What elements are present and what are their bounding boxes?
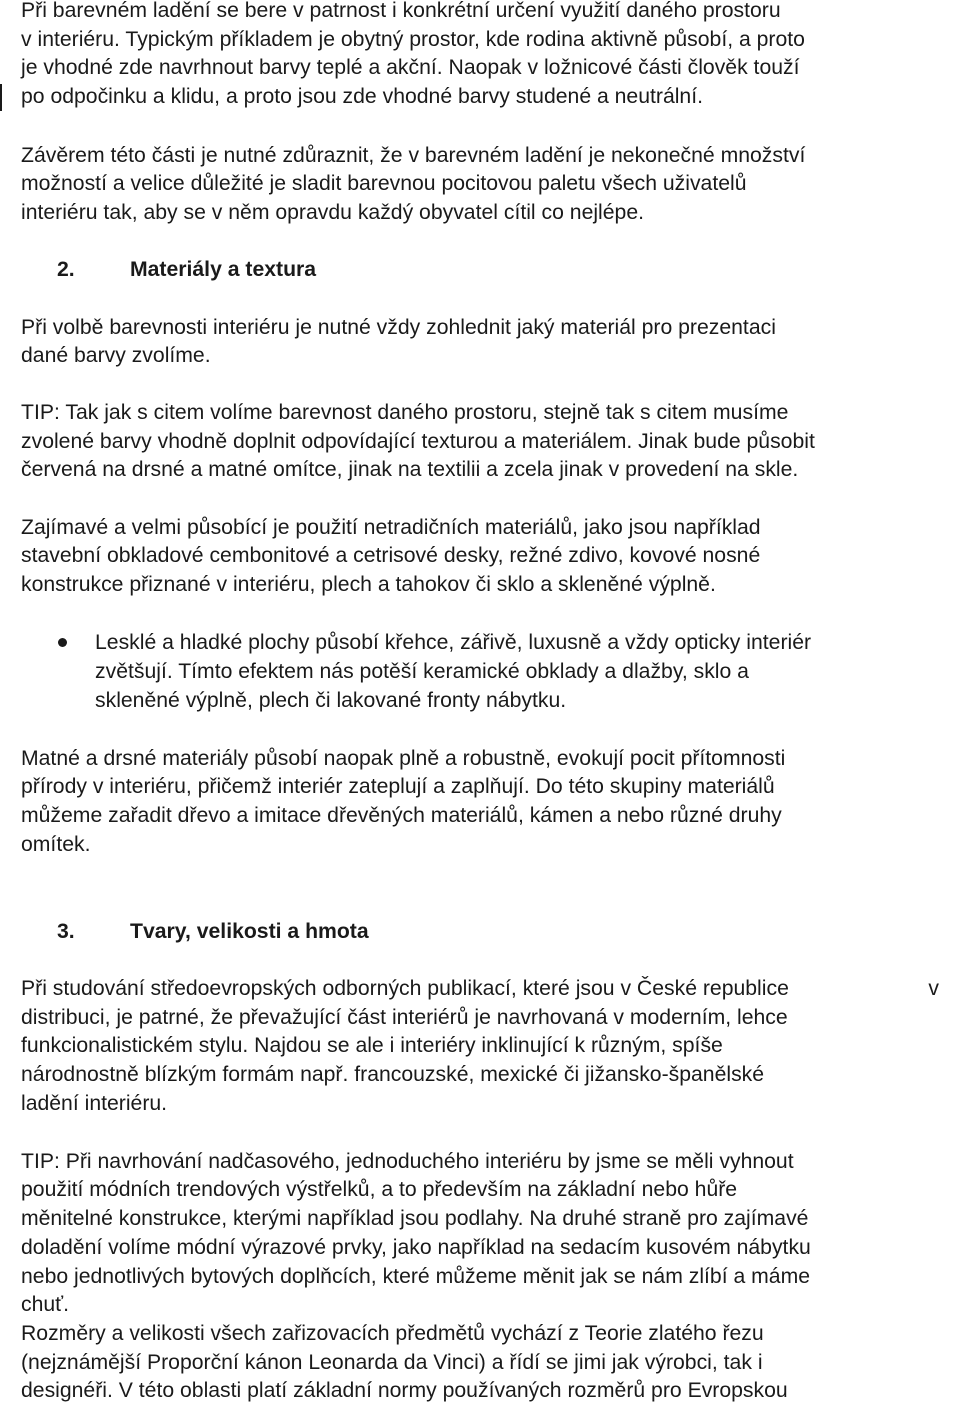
text-line: měnitelné konstrukce, kterými například jsou podlahy. Na druhé straně pro zajímavé — [21, 1207, 809, 1230]
text-line: možností a velice důležité je sladit barevnou pocitovou paletu všech uživatelů — [21, 172, 747, 195]
text-line: dané barvy zvolíme. — [21, 344, 211, 367]
revision-change-bar — [0, 84, 2, 111]
text-line: chuť. — [21, 1293, 69, 1316]
text-line: zvětšují. Tímto efektem nás potěší keramické obklady a dlažby, sklo a — [95, 660, 749, 683]
text-line: v interiéru. Typickým příkladem je obytný prostor, kde rodina aktivně působí, a proto — [21, 28, 805, 51]
text-line: Závěrem této části je nutné zdůraznit, že v barevném ladění je nekonečné množství — [21, 144, 806, 167]
text-line: omítek. — [21, 833, 91, 856]
text-line: TIP: Tak jak s citem volíme barevnost daného prostoru, stejně tak s citem musíme — [21, 401, 789, 424]
text-line: konstrukce přiznané v interiéru, plech a tahokov či sklo a skleněné výplně. — [21, 573, 716, 596]
section-number: 3. — [57, 920, 75, 943]
text-line: Lesklé a hladké plochy působí křehce, zářivě, luxusně a vždy opticky interiér — [95, 631, 812, 654]
text-line: můžeme zařadit dřevo a imitace dřevěných materiálů, kámen a nebo různé druhy — [21, 804, 782, 827]
text-segment: Při studování středoevropských odborných publikací, které jsou v České republice — [21, 977, 789, 1000]
text-line: ladění interiéru. — [21, 1092, 168, 1115]
section-title: Tvary, velikosti a hmota — [130, 920, 369, 943]
text-line: doladění volíme módní výrazové prvky, jako například na sedacím kusovém nábytku — [21, 1236, 811, 1259]
text-line — [21, 974, 939, 1003]
text-line: národnostně blízkým formám např. francouzské, mexické či jižansko-španělské — [21, 1063, 765, 1086]
text-line: přírody v interiéru, přičemž interiér zateplují a zaplňují. Do této skupiny materiálů — [21, 775, 775, 798]
text-line: červená na drsné a matné omítce, jinak na textilii a zcela jinak v provedení na skle. — [21, 458, 799, 481]
text-line: po odpočinku a klidu, a proto jsou zde vhodné barvy studené a neutrální. — [21, 85, 703, 108]
bullet-icon — [58, 638, 67, 647]
text-line: Při volbě barevnosti interiéru je nutné vždy zohlednit jaký materiál pro prezentaci — [21, 316, 776, 339]
text-line: skleněné výplně, plech či lakované fronty nábytku. — [95, 689, 567, 712]
text-line: (nejznámější Proporční kánon Leonarda da Vinci) a řídí se jimi jak výrobci, tak i — [21, 1351, 763, 1374]
text-line: Rozměry a velikosti všech zařizovacích předmětů vychází z Teorie zlatého řezu — [21, 1322, 764, 1345]
text-line: je vhodné zde navrhnout barvy teplé a akční. Naopak v ložnicové části člověk touží — [21, 56, 800, 79]
text-line: nebo jednotlivých bytových doplňcích, které můžeme měnit jak se nám zlíbí a máme — [21, 1265, 811, 1288]
text-line: Zajímavé a velmi působící je použití netradičních materiálů, jako jsou například — [21, 516, 761, 539]
text-line: designéři. V této oblasti platí základní normy používaných rozměrů pro Evropskou — [21, 1379, 788, 1402]
text-segment: v — [928, 977, 939, 1000]
section-number: 2. — [57, 258, 75, 281]
section-title: Materiály a textura — [130, 258, 317, 281]
text-line: funkcionalistickém stylu. Najdou se ale i interiéry inklinující k různým, spíše — [21, 1034, 723, 1057]
text-line: Při barevném ladění se bere v patrnost i konkrétní určení využití daného prostoru — [21, 0, 781, 22]
text-line: zvolené barvy vhodně doplnit odpovídající texturou a materiálem. Jinak bude působit — [21, 430, 815, 453]
text-line: interiéru tak, aby se v něm opravdu každý obyvatel cítil co nejlépe. — [21, 201, 645, 224]
text-line: distribuci, je patrné, že převažující část interiérů je navrhovaná v moderním, lehce — [21, 1006, 788, 1029]
text-line: stavební obkladové cembonitové a cetrisové desky, režné zdivo, kovové nosné — [21, 544, 761, 567]
text-line: TIP: Při navrhování nadčasového, jednoduchého interiéru by jsme se měli vyhnout — [21, 1150, 794, 1173]
text-line: Matné a drsné materiály působí naopak plně a robustně, evokují pocit přítomnosti — [21, 747, 786, 770]
text-line: použití módních trendových výstřelků, a to především na základní nebo hůře — [21, 1178, 738, 1201]
